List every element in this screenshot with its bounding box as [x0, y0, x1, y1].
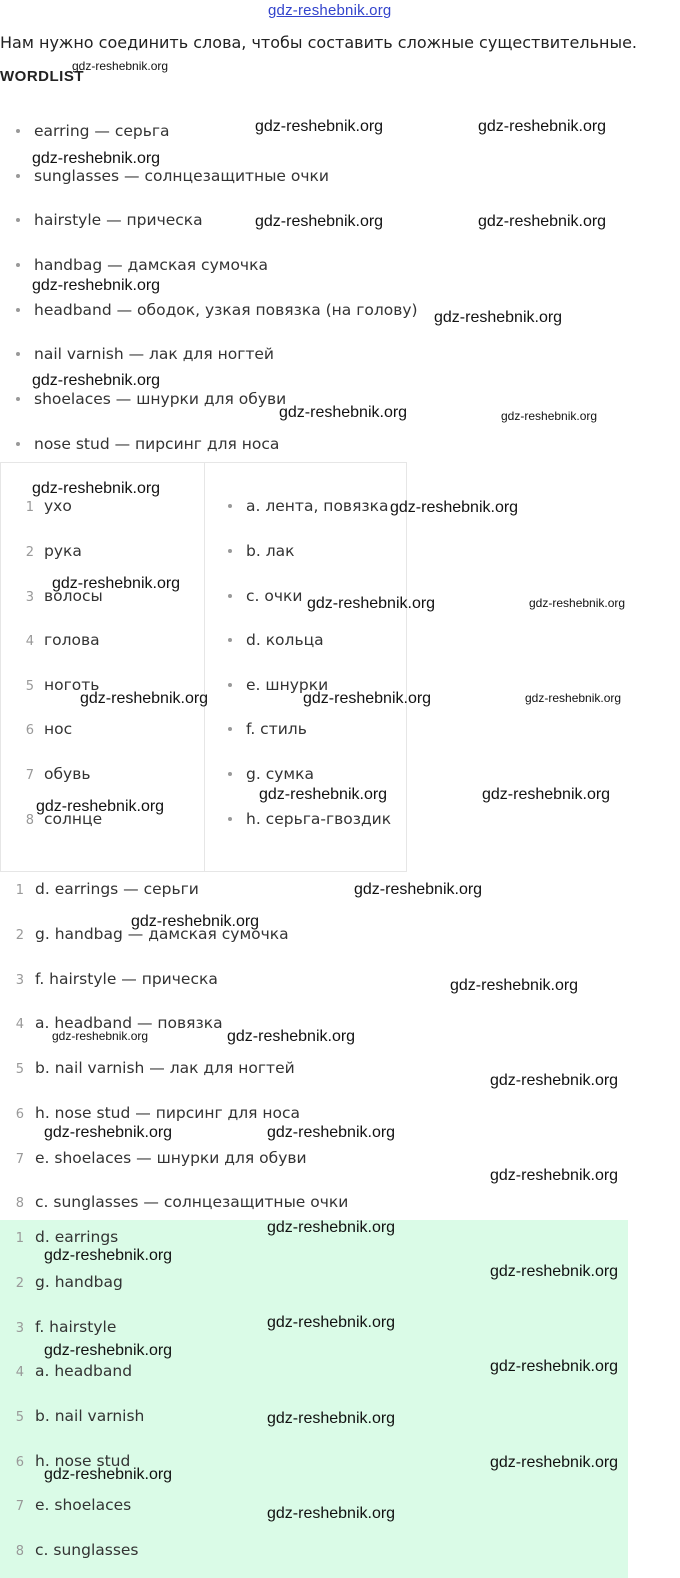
right-word: h. серьга-гвоздик: [228, 810, 391, 828]
list-item: shoelaces — шнурки для обуви: [16, 390, 286, 408]
answer-row: 2 g. handbag — дамская сумочка: [15, 925, 289, 943]
final-answer-row: 1 d. earrings: [15, 1228, 119, 1246]
watermark: gdz-reshebnik.org: [267, 1505, 396, 1522]
watermark: gdz-reshebnik.org: [490, 1454, 619, 1471]
right-word: c. очки: [228, 587, 302, 605]
answer-row: 4 a. headband — повязка: [15, 1014, 223, 1032]
watermark: gdz-reshebnik.org: [52, 575, 181, 592]
intro-text: Нам нужно соединить слова, чтобы составить сложные существительные.: [0, 33, 638, 52]
watermark: gdz-reshebnik.org: [267, 1124, 396, 1141]
answer-row: 3 f. hairstyle — прическа: [15, 970, 218, 988]
watermark: gdz-reshebnik.org: [44, 1466, 173, 1483]
right-word: a. лента, повязка: [228, 497, 389, 515]
left-word: 2 рука: [25, 542, 82, 560]
watermark: gdz-reshebnik.org: [529, 596, 626, 610]
watermark: gdz-reshebnik.org: [490, 1072, 619, 1089]
left-word: 4 голова: [25, 631, 100, 649]
bullet-icon: [16, 352, 20, 356]
watermark: gdz-reshebnik.org: [390, 499, 519, 516]
answer-row: 5 b. nail varnish — лак для ногтей: [15, 1059, 295, 1077]
list-item: nose stud — пирсинг для носа: [16, 435, 279, 453]
bullet-icon: [16, 397, 20, 401]
watermark: gdz-reshebnik.org: [131, 913, 260, 930]
bullet-icon: [228, 504, 232, 508]
watermark: gdz-reshebnik.org: [227, 1028, 356, 1045]
watermark: gdz-reshebnik.org: [482, 786, 611, 803]
watermark: gdz-reshebnik.org: [80, 690, 209, 707]
watermark: gdz-reshebnik.org: [36, 798, 165, 815]
wordlist-heading: WORDLIST: [0, 68, 84, 85]
bullet-icon: [16, 129, 20, 133]
final-answer-row: 8 c. sunglasses: [15, 1541, 139, 1559]
left-word: 5 ноготь: [25, 676, 100, 694]
answer-row: 6 h. nose stud — пирсинг для носа: [15, 1104, 301, 1122]
left-word: 7 обувь: [25, 765, 91, 783]
watermark: gdz-reshebnik.org: [434, 309, 563, 326]
bullet-icon: [228, 772, 232, 776]
bullet-icon: [228, 727, 232, 731]
watermark: gdz-reshebnik.org: [44, 1124, 173, 1141]
final-answer-row: 3 f. hairstyle: [15, 1318, 117, 1336]
watermark: gdz-reshebnik.org: [44, 1342, 173, 1359]
watermark: gdz-reshebnik.org: [52, 1029, 149, 1043]
watermark: gdz-reshebnik.org: [267, 1314, 396, 1331]
answer-row: 1 d. earrings — серьги: [15, 880, 199, 898]
left-word: 8 солнце: [25, 810, 103, 828]
answer-row: 7 e. shoelaces — шнурки для обуви: [15, 1149, 307, 1167]
right-word: d. кольца: [228, 631, 324, 649]
list-item: hairstyle — прическа: [16, 211, 203, 229]
bullet-icon: [228, 549, 232, 553]
watermark: gdz-reshebnik.org: [450, 977, 579, 994]
bullet-icon: [228, 817, 232, 821]
watermark: gdz-reshebnik.org: [267, 1219, 396, 1236]
right-word: b. лак: [228, 542, 294, 560]
left-word: 3 волосы: [25, 587, 103, 605]
watermark: gdz-reshebnik.org: [32, 480, 161, 497]
bullet-icon: [16, 218, 20, 222]
final-answer-row: 5 b. nail varnish: [15, 1407, 145, 1425]
right-word: f. стиль: [228, 720, 307, 738]
right-word: g. сумка: [228, 765, 314, 783]
final-answer-row: 4 a. headband: [15, 1362, 133, 1380]
list-item: earring — серьга: [16, 122, 170, 140]
list-item: headband — ободок, узкая повязка (на голову): [16, 301, 418, 319]
watermark: gdz-reshebnik.org: [279, 404, 408, 421]
watermark: gdz-reshebnik.org: [255, 213, 384, 230]
bullet-icon: [16, 308, 20, 312]
watermark: gdz-reshebnik.org: [32, 277, 161, 294]
final-answer-row: 2 g. handbag: [15, 1273, 123, 1291]
list-item: handbag — дамская сумочка: [16, 256, 268, 274]
left-word: 1 ухо: [25, 497, 72, 515]
watermark: gdz-reshebnik.org: [72, 59, 169, 73]
watermark: gdz-reshebnik.org: [501, 409, 598, 423]
final-answer-row: 6 h. nose stud: [15, 1452, 131, 1470]
watermark: gdz-reshebnik.org: [490, 1358, 619, 1375]
watermark: gdz-reshebnik.org: [32, 150, 161, 167]
watermark: gdz-reshebnik.org: [490, 1263, 619, 1280]
watermark: gdz-reshebnik.org: [478, 213, 607, 230]
list-item: sunglasses — солнцезащитные очки: [16, 167, 329, 185]
right-word: e. шнурки: [228, 676, 328, 694]
bullet-icon: [228, 683, 232, 687]
answer-row: 8 c. sunglasses — солнцезащитные очки: [15, 1193, 349, 1211]
bullet-icon: [228, 594, 232, 598]
column-divider: [204, 463, 205, 871]
bullet-icon: [16, 442, 20, 446]
list-item: nail varnish — лак для ногтей: [16, 345, 274, 363]
bullet-icon: [16, 263, 20, 267]
watermark: gdz-reshebnik.org: [259, 786, 388, 803]
final-answer-row: 7 e. shoelaces: [15, 1496, 132, 1514]
watermark: gdz-reshebnik.org: [44, 1247, 173, 1264]
watermark: gdz-reshebnik.org: [525, 691, 622, 705]
watermark: gdz-reshebnik.org: [354, 881, 483, 898]
watermark: gdz-reshebnik.org: [267, 1410, 396, 1427]
left-word: 6 нос: [25, 720, 73, 738]
watermark: gdz-reshebnik.org: [303, 690, 432, 707]
watermark: gdz-reshebnik.org: [255, 118, 384, 135]
bullet-icon: [228, 638, 232, 642]
watermark: gdz-reshebnik.org: [490, 1167, 619, 1184]
bullet-icon: [16, 174, 20, 178]
watermark: gdz-reshebnik.org: [478, 118, 607, 135]
watermark: gdz-reshebnik.org: [32, 372, 161, 389]
watermark: gdz-reshebnik.org: [307, 595, 436, 612]
site-link[interactable]: gdz-reshebnik.org: [268, 2, 392, 19]
